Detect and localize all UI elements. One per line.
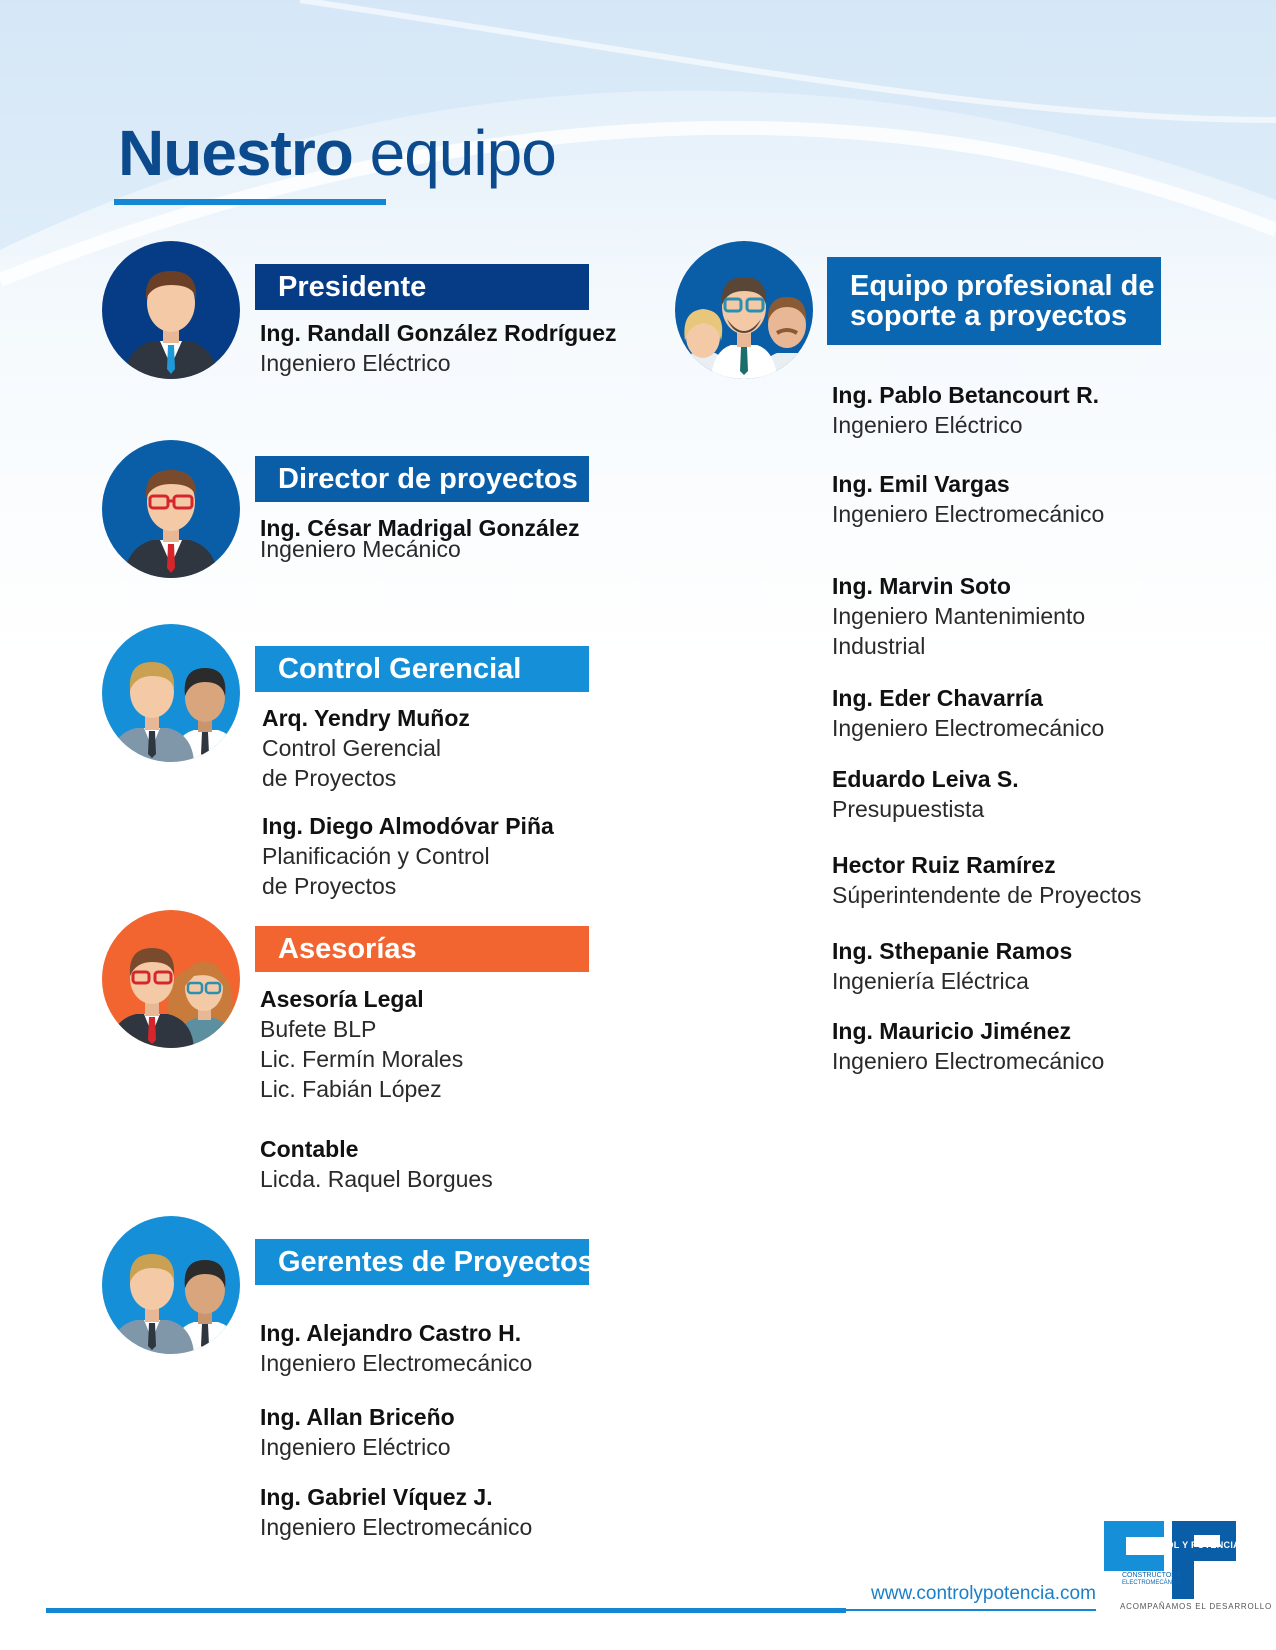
title-underline bbox=[114, 199, 386, 205]
list-item: Ing. César Madrigal González Ingeniero Mecánico bbox=[260, 515, 580, 562]
page-title: Nuestro equipo bbox=[118, 117, 556, 189]
list-item: Contable Licda. Raquel Borgues bbox=[260, 1136, 493, 1192]
logo-brand: CONTROL Y POTENCIA bbox=[1133, 1540, 1240, 1550]
director-avatar-icon bbox=[102, 440, 240, 578]
gerentes-heading: Gerentes de Proyectos bbox=[255, 1239, 589, 1285]
footer-rule-thin bbox=[846, 1609, 1096, 1611]
asesorias-heading: Asesorías bbox=[255, 926, 589, 972]
list-item: Ing. Gabriel Víquez J. Ingeniero Electromecánico bbox=[260, 1484, 533, 1540]
soporte-heading bbox=[827, 257, 1161, 345]
control-heading: Control Gerencial bbox=[255, 646, 589, 692]
footer-rule bbox=[46, 1608, 846, 1613]
company-logo-icon bbox=[1104, 1515, 1236, 1599]
president-avatar-icon bbox=[102, 241, 240, 379]
list-item: Asesoría Legal Bufete BLP Lic. Fermín Morales Lic. Fabián López bbox=[260, 986, 464, 1102]
list-item: Ing. Allan Briceño Ingeniero Eléctrico bbox=[260, 1404, 455, 1460]
gerentes-avatar-icon bbox=[102, 1216, 240, 1354]
list-item: Ing. Randall González Rodríguez Ingeniero Eléctrico bbox=[260, 320, 617, 376]
director-heading: Director de proyectos bbox=[255, 456, 589, 502]
logo-subtitle: CONSTRUCTORA bbox=[1122, 1572, 1181, 1579]
list-item: Ing. Pablo Betancourt R. Ingeniero Eléctrico bbox=[832, 382, 1100, 438]
list-item: Ing. Marvin Soto Ingeniero Mantenimiento Industrial bbox=[832, 573, 1086, 659]
list-item: Ing. Alejandro Castro H. Ingeniero Electromecánico bbox=[260, 1320, 533, 1376]
list-item: Ing. Mauricio Jiménez Ingeniero Electromecánico bbox=[832, 1018, 1105, 1074]
asesorias-avatar-icon bbox=[102, 910, 240, 1048]
presidente-heading: Presidente bbox=[255, 264, 589, 310]
list-item: Arq. Yendry Muñoz Control Gerencial de Proyectos bbox=[262, 705, 470, 791]
list-item: Ing. Emil Vargas Ingeniero Electromecánico bbox=[832, 471, 1105, 527]
soporte-heading-line1: Equipo profesional de bbox=[850, 270, 1155, 302]
control-avatar-icon bbox=[102, 624, 240, 762]
logo-tagline: ACOMPAÑAMOS EL DESARROLLO bbox=[1120, 1602, 1273, 1611]
logo-subtitle-2: ELECTROMECÁNICA bbox=[1122, 1580, 1183, 1586]
soporte-heading-line2: soporte a proyectos bbox=[850, 300, 1128, 332]
list-item: Hector Ruiz Ramírez Súperintendente de Proyectos bbox=[832, 852, 1142, 908]
list-item: Ing. Diego Almodóvar Piña Planificación y Control de Proyectos bbox=[262, 813, 554, 899]
list-item: Eduardo Leiva S. Presupuestista bbox=[832, 766, 1019, 822]
list-item: Ing. Sthepanie Ramos Ingeniería Eléctrica bbox=[832, 938, 1073, 994]
soporte-avatar-icon bbox=[675, 241, 813, 379]
website-link[interactable]: www.controlypotencia.com bbox=[871, 1583, 1096, 1604]
list-item: Ing. Eder Chavarría Ingeniero Electromecánico bbox=[832, 685, 1105, 741]
